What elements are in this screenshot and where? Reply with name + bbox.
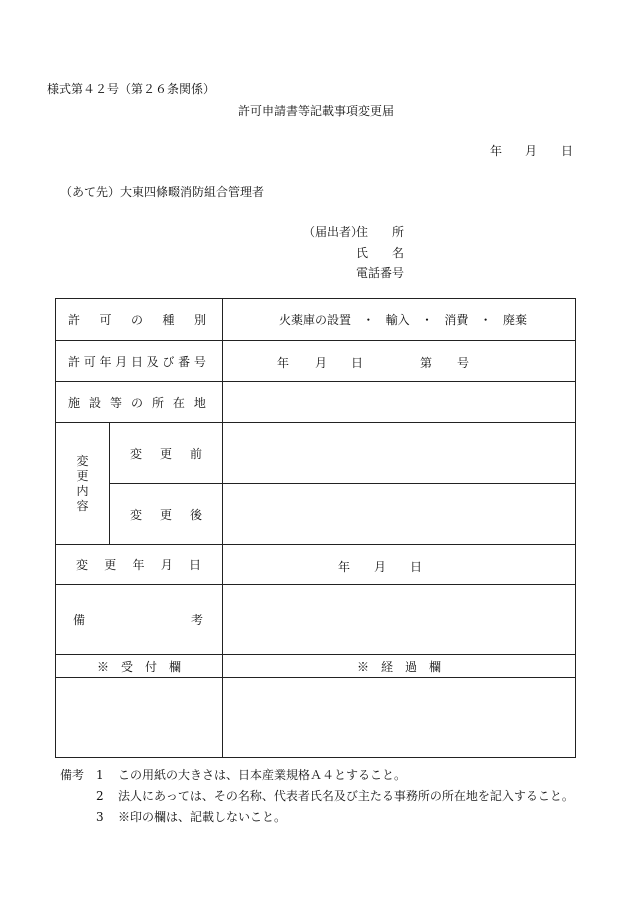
note-number: 3	[96, 809, 104, 824]
note-text: ※印の欄は、記載しないこと。	[118, 810, 287, 824]
row-change-before	[56, 423, 576, 484]
permit-type-label-chars: 許 可 の 種 別	[68, 313, 206, 327]
row-permit-type	[56, 299, 576, 341]
change-month-label: 月	[374, 559, 387, 574]
permit-date-number-label: 許 可 年 月 日 及 び 番 号	[56, 341, 223, 382]
permit-date-number-field[interactable]	[223, 341, 576, 382]
permit-type-label	[56, 299, 223, 341]
document-title: 許可申請書等記載事項変更届	[238, 104, 395, 118]
option-disposal[interactable]: 廃棄	[502, 313, 527, 327]
note-item	[60, 764, 574, 785]
change-date-field[interactable]	[223, 545, 576, 585]
note-number: 1	[96, 767, 104, 782]
row-change-after	[56, 484, 576, 545]
date-day-label: 日	[561, 144, 574, 158]
permit-no-label: 第	[420, 356, 433, 370]
notification-form-table	[55, 298, 576, 758]
note-text: この用紙の大きさは、日本産業規格Ａ４とすること。	[118, 768, 407, 782]
option-consumption[interactable]: 消費	[444, 313, 469, 327]
row-office-use-header	[56, 655, 576, 678]
permit-type-options[interactable]	[223, 299, 576, 341]
remarks-label: 備 考	[56, 585, 223, 655]
change-content-label: 変更内容	[56, 423, 110, 545]
change-day-label: 日	[410, 559, 423, 574]
change-before-label: 変 更 前	[110, 423, 223, 484]
note-item	[60, 785, 574, 806]
permit-go-label: 号	[457, 356, 470, 370]
facility-location-field[interactable]	[223, 382, 576, 423]
remarks-field[interactable]	[223, 585, 576, 655]
change-date-label: 変 更 年 月 日	[56, 545, 223, 585]
separator: ・	[362, 313, 375, 327]
change-after-label: 変 更 後	[110, 484, 223, 545]
reception-column-header: ※ 受 付 欄	[56, 655, 223, 678]
addressee: （あて先）大東四條畷消防組合管理者	[60, 185, 265, 199]
row-permit-date-number	[56, 341, 576, 382]
note-text: 法人にあっては、その名称、代表者氏名及び主たる事務所の所在地を記入すること。	[118, 789, 574, 803]
date-month-label: 月	[525, 144, 538, 158]
separator: ・	[479, 313, 492, 327]
permit-year-label: 年	[277, 356, 290, 370]
notifier-name-label: 氏 名	[356, 246, 405, 260]
notifier-label: （届出者）	[303, 225, 364, 239]
permit-day-label: 日	[351, 356, 364, 370]
form-number: 様式第４２号（第２６条関係）	[47, 82, 216, 96]
notes-section	[60, 764, 574, 827]
row-change-date	[56, 545, 576, 585]
note-item	[60, 806, 574, 827]
row-office-use-body	[56, 678, 576, 758]
change-before-field[interactable]	[223, 423, 576, 484]
row-facility-location	[56, 382, 576, 423]
reception-field	[56, 678, 223, 758]
facility-location-label: 施 設 等 の 所 在 地	[56, 382, 223, 423]
row-remarks	[56, 585, 576, 655]
notifier-phone-label: 電話番号	[356, 266, 405, 280]
date-year-label: 年	[490, 144, 503, 158]
progress-column-header: ※ 経 過 欄	[223, 655, 576, 678]
option-import[interactable]: 輸入	[385, 313, 410, 327]
separator: ・	[420, 313, 433, 327]
note-number: 2	[96, 788, 104, 803]
permit-month-label: 月	[315, 356, 328, 370]
option-storage[interactable]: 火薬庫の設置	[279, 313, 352, 327]
change-year-label: 年	[338, 559, 351, 574]
progress-field	[223, 678, 576, 758]
change-after-field[interactable]	[223, 484, 576, 545]
notifier-address-label: 住 所	[356, 225, 405, 239]
notes-heading: 備考	[60, 768, 85, 782]
